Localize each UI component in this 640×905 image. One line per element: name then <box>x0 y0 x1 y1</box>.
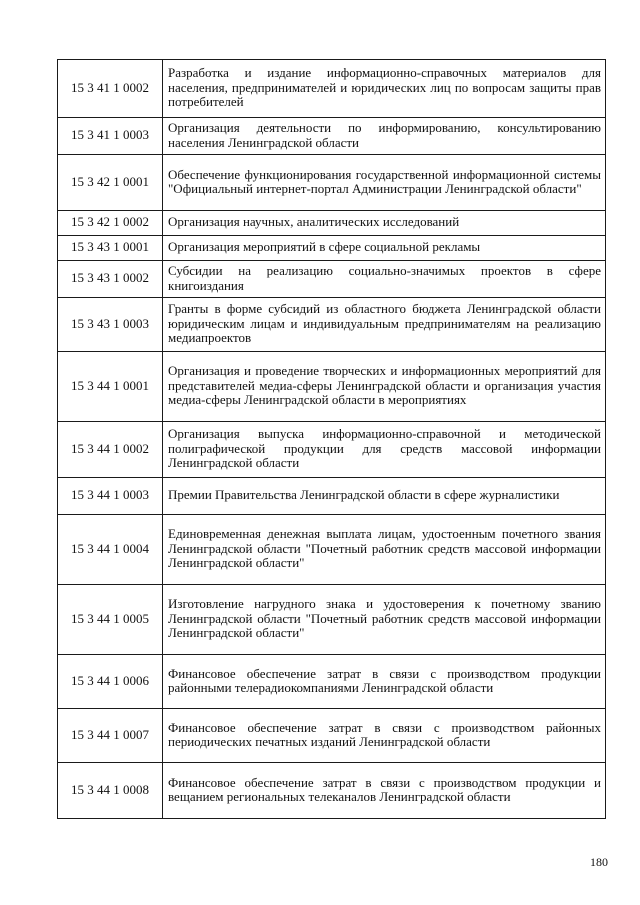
table-row <box>58 709 606 763</box>
page-number: 180 <box>590 855 608 869</box>
table-body <box>58 60 606 819</box>
table-row <box>58 118 606 155</box>
table-row <box>58 155 606 211</box>
table-row <box>58 763 606 819</box>
row-code: 15 3 42 1 0001 <box>58 155 163 211</box>
row-description: Финансовое обеспечение затрат в связи с производством продукции и вещанием региональных телеканалов Ленинградской области <box>163 763 606 819</box>
row-code: 15 3 44 1 0005 <box>58 585 163 655</box>
table-row <box>58 478 606 515</box>
row-code: 15 3 44 1 0003 <box>58 478 163 515</box>
table-row <box>58 60 606 118</box>
row-description: Организация и проведение творческих и информационных мероприятий для представителей медиа-сферы Ленинградской области и организация участия медиа-сферы Ленинградской области в мероприятиях <box>163 352 606 422</box>
row-code: 15 3 43 1 0003 <box>58 298 163 352</box>
row-code: 15 3 44 1 0006 <box>58 655 163 709</box>
row-code: 15 3 44 1 0001 <box>58 352 163 422</box>
table-row <box>58 211 606 236</box>
table-row <box>58 236 606 261</box>
table-row <box>58 352 606 422</box>
row-description: Организация научных, аналитических исследований <box>163 211 606 236</box>
table-row <box>58 655 606 709</box>
row-code: 15 3 44 1 0008 <box>58 763 163 819</box>
budget-classification-table <box>57 59 606 819</box>
row-code: 15 3 43 1 0001 <box>58 236 163 261</box>
row-description: Финансовое обеспечение затрат в связи с производством районных периодических печатных изданий Ленинградской области <box>163 709 606 763</box>
row-code: 15 3 42 1 0002 <box>58 211 163 236</box>
row-description: Премии Правительства Ленинградской области в сфере журналистики <box>163 478 606 515</box>
row-code: 15 3 44 1 0007 <box>58 709 163 763</box>
row-code: 15 3 44 1 0002 <box>58 422 163 478</box>
table-row <box>58 585 606 655</box>
row-description: Организация деятельности по информированию, консультированию населения Ленинградской области <box>163 118 606 155</box>
row-description: Субсидии на реализацию социально-значимых проектов в сфере книгоиздания <box>163 261 606 298</box>
row-code: 15 3 41 1 0003 <box>58 118 163 155</box>
row-code: 15 3 43 1 0002 <box>58 261 163 298</box>
row-description: Организация выпуска информационно-справочной и методической полиграфической продукции для средств массовой информации Ленинградской области <box>163 422 606 478</box>
table-row <box>58 515 606 585</box>
table-row <box>58 298 606 352</box>
row-description: Финансовое обеспечение затрат в связи с производством продукции районными телерадиокомпаниями Ленинградской области <box>163 655 606 709</box>
row-description: Организация мероприятий в сфере социальной рекламы <box>163 236 606 261</box>
row-code: 15 3 41 1 0002 <box>58 60 163 118</box>
row-description: Единовременная денежная выплата лицам, удостоенным почетного звания Ленинградской области "Почетный работник средств массовой информации Ленинградской области" <box>163 515 606 585</box>
row-description: Гранты в форме субсидий из областного бюджета Ленинградской области юридическим лицам и индивидуальным предпринимателям на реализацию медиапроектов <box>163 298 606 352</box>
row-code: 15 3 44 1 0004 <box>58 515 163 585</box>
row-description: Обеспечение функционирования государственной информационной системы "Официальный интернет-портал Администрации Ленинградской области" <box>163 155 606 211</box>
table-row <box>58 261 606 298</box>
row-description: Разработка и издание информационно-справочных материалов для населения, предпринимателей и юридических лиц по вопросам защиты прав потребителей <box>163 60 606 118</box>
table-row <box>58 422 606 478</box>
row-description: Изготовление нагрудного знака и удостоверения к почетному званию Ленинградской области "Почетный работник средств массовой информации Ленинградской области" <box>163 585 606 655</box>
